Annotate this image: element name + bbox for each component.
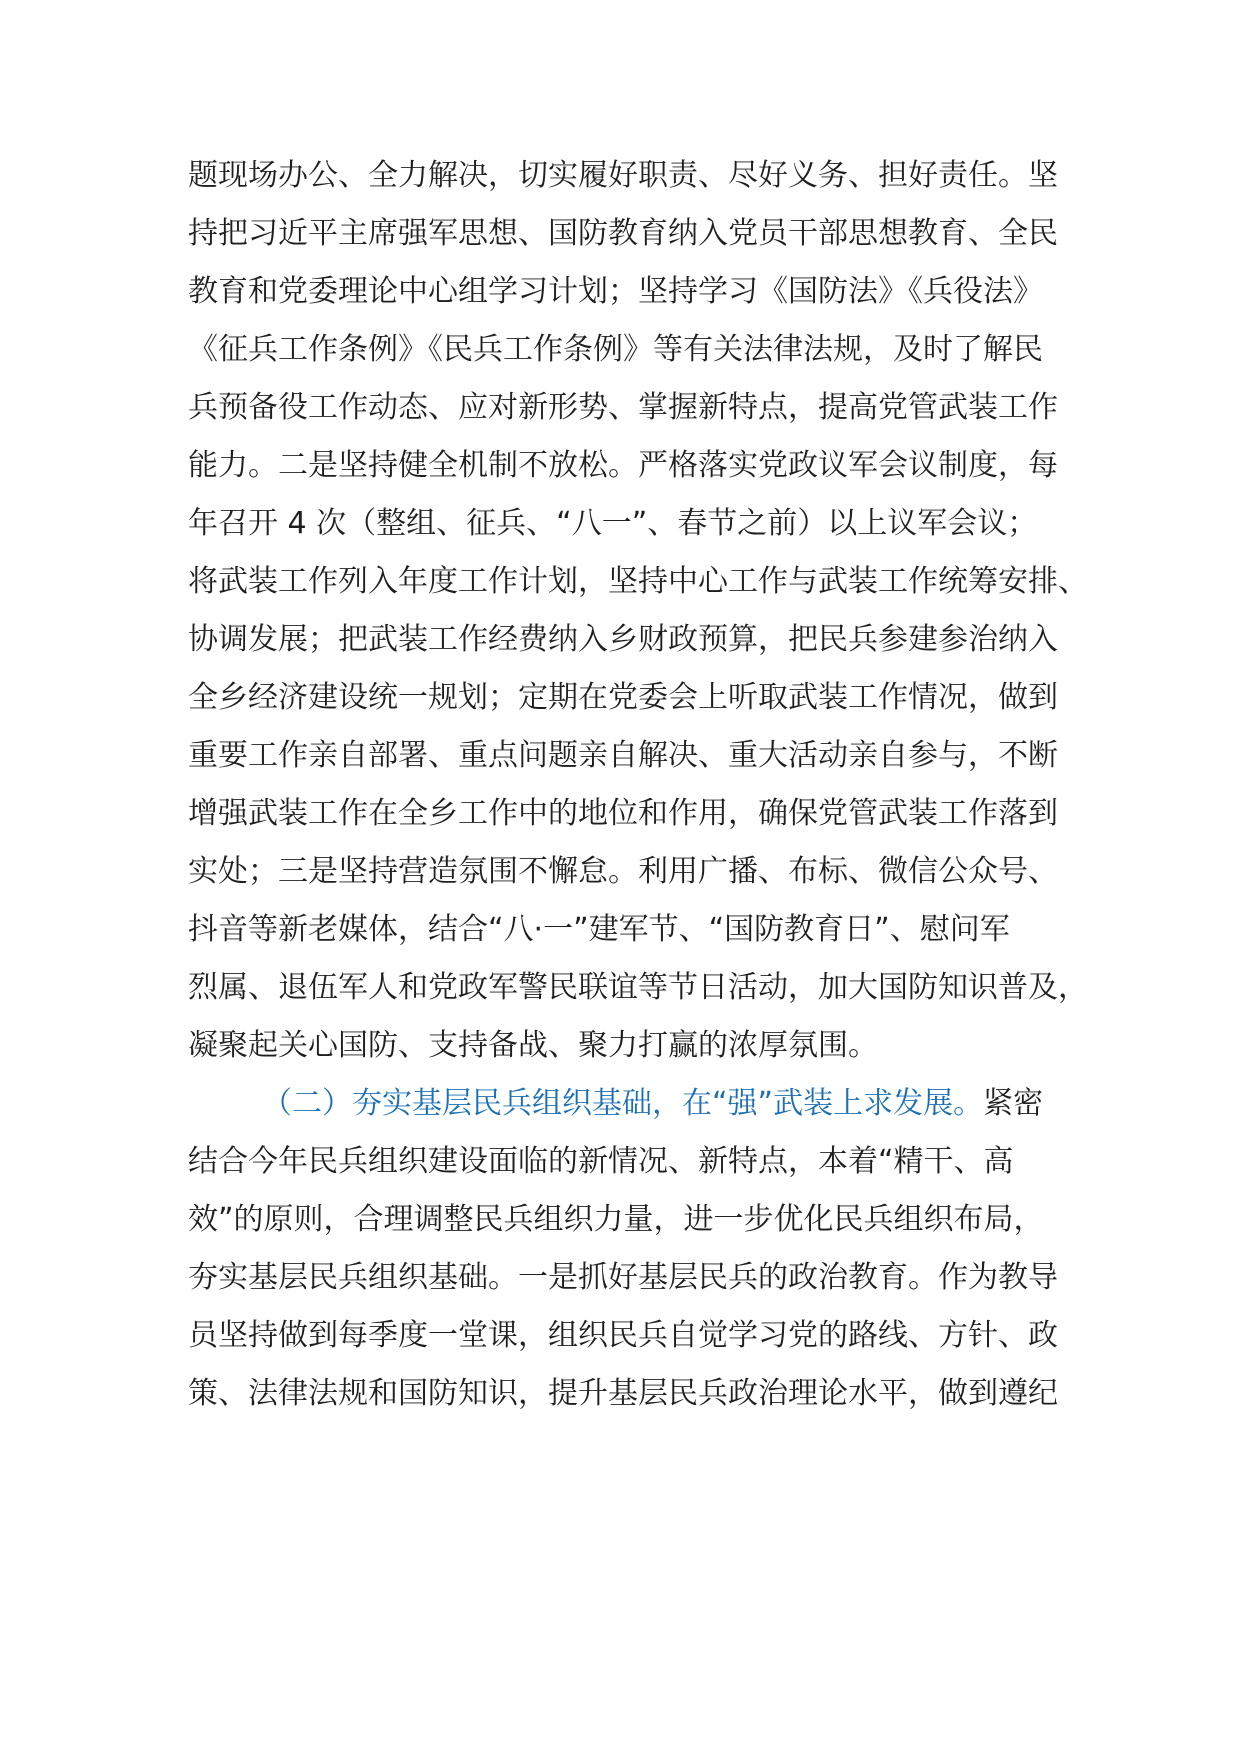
section-heading-line-rest: 紧密 bbox=[983, 1086, 1044, 1121]
body-text-line: 抖音等新老媒体，结合“八·一”建军节、“国防教育日”、慰问军 bbox=[188, 912, 1010, 947]
body-text-line: 题现场办公、全力解决，切实履好职责、尽好义务、担好责任。坚 bbox=[188, 158, 1058, 193]
body-text-line: 结合今年民兵组织建设面临的新情况、新特点，本着“精干、高 bbox=[188, 1144, 1014, 1179]
body-text-line: 夯实基层民兵组织基础。一是抓好基层民兵的政治教育。作为教导 bbox=[188, 1260, 1058, 1295]
body-text-line: 将武装工作列入年度工作计划，坚持中心工作与武装工作统筹安排、 bbox=[188, 564, 1088, 599]
body-text-line: 增强武装工作在全乡工作中的地位和作用，确保党管武装工作落到 bbox=[188, 796, 1058, 831]
body-text-line: 全乡经济建设统一规划；定期在党委会上听取武装工作情况，做到 bbox=[188, 680, 1058, 715]
body-text-line: 年召开 4 次（整组、征兵、“八一”、春节之前）以上议军会议； bbox=[188, 506, 1038, 541]
body-text-line: 协调发展；把武装工作经费纳入乡财政预算，把民兵参建参治纳入 bbox=[188, 622, 1058, 657]
body-text-line: 实处；三是坚持营造氛围不懈怠。利用广播、布标、微信公众号、 bbox=[188, 854, 1058, 889]
body-text-line: 凝聚起关心国防、支持备战、聚力打赢的浓厚氛围。 bbox=[188, 1028, 878, 1063]
body-text-line: 员坚持做到每季度一堂课，组织民兵自觉学习党的路线、方针、政 bbox=[188, 1318, 1058, 1353]
body-text-line: 效”的原则，合理调整民兵组织力量，进一步优化民兵组织布局， bbox=[188, 1202, 1044, 1237]
body-text-line: 教育和党委理论中心组学习计划；坚持学习《国防法》《兵役法》 bbox=[188, 274, 1043, 309]
body-text-line: 持把习近平主席强军思想、国防教育纳入党员干部思想教育、全民 bbox=[188, 216, 1058, 251]
body-text-line: 能力。二是坚持健全机制不放松。严格落实党政议军会议制度，每 bbox=[188, 448, 1058, 483]
body-text-line: 《征兵工作条例》《民兵工作条例》等有关法律法规，及时了解民 bbox=[188, 332, 1043, 367]
body-text-line: 策、法律法规和国防知识，提升基层民兵政治理论水平，做到遵纪 bbox=[188, 1376, 1058, 1411]
body-text-line: 兵预备役工作动态、应对新形势、掌握新特点，提高党管武装工作 bbox=[188, 390, 1058, 425]
body-text-line: 重要工作亲自部署、重点问题亲自解决、重大活动亲自参与，不断 bbox=[188, 738, 1058, 773]
section-heading: （二）夯实基层民兵组织基础，在“强”武装上求发展。 bbox=[262, 1086, 984, 1121]
section-heading-line bbox=[262, 1082, 1162, 1126]
body-text-line: 烈属、退伍军人和党政军警民联谊等节日活动，加大国防知识普及， bbox=[188, 970, 1088, 1005]
